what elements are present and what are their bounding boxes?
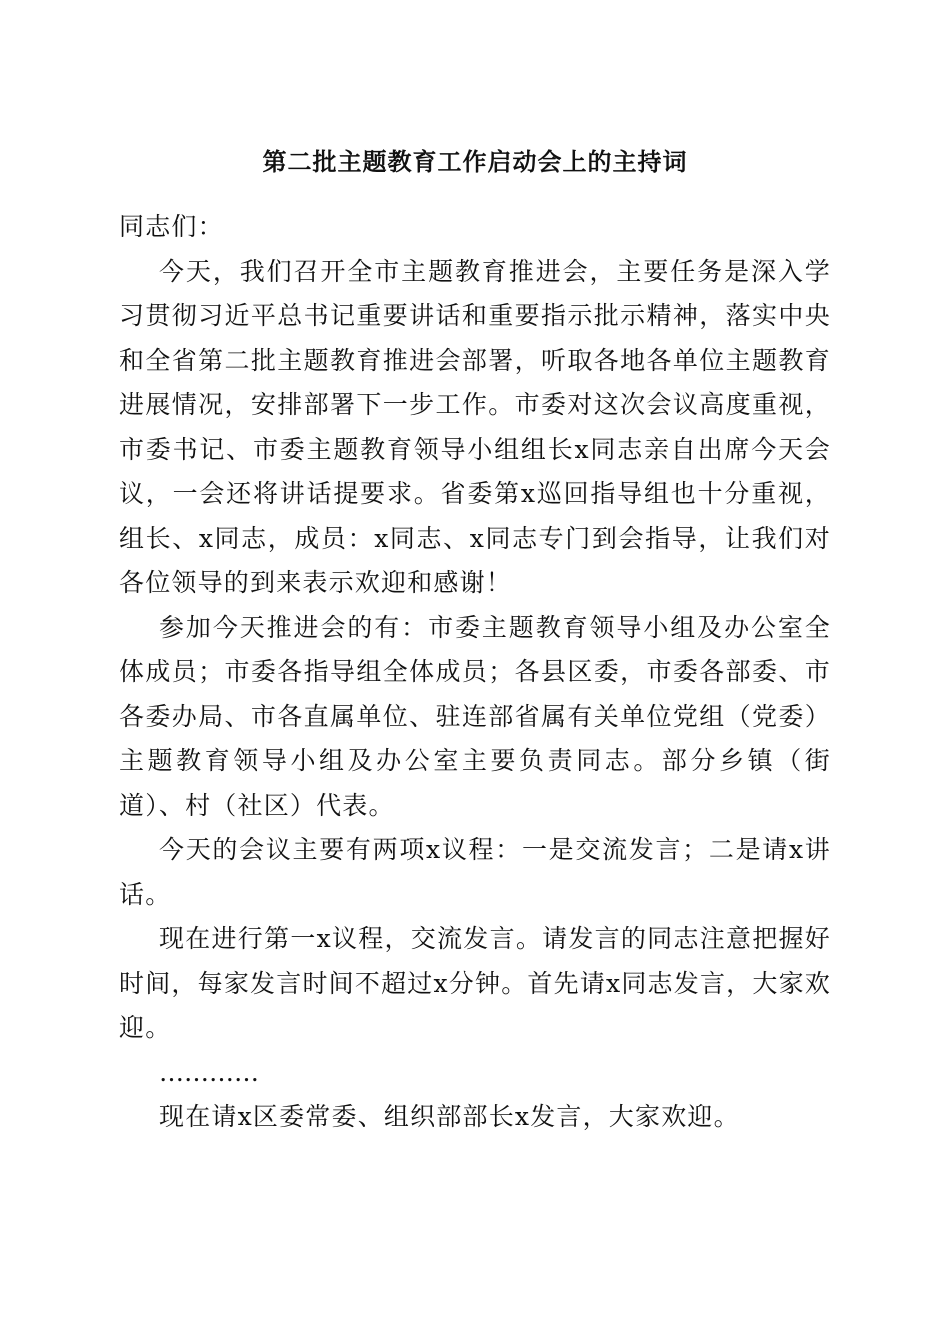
salutation: 同志们： — [119, 212, 224, 241]
paragraph-opening: 今天，我们召开全市主题教育推进会，主要任务是深入学习贯彻习近平总书记重要讲话和重要指示批示精神，落实中央和全省第二批主题教育推进会部署，听取各地各单位主题教育进展情况，安排部署下一步工作。市委对这次会议高度重视，市委书记、市委主题教育领导小组组长x同志亲自出席今天会议，一会还将讲话提要求。省委第x巡回指导组也十分重视，组长、x同志，成员：x同志、x同志专门到会指导，让我们对各位领导的到来表示欢迎和感谢！ — [119, 256, 831, 597]
paragraph-first-item: 现在进行第一x议程，交流发言。请发言的同志注意把握好时间，每家发言时间不超过x分钟。首先请x同志发言，大家欢迎。 — [119, 924, 831, 1042]
document-title: 第二批主题教育工作启动会上的主持词 — [262, 147, 688, 176]
paragraph-attendees: 参加今天推进会的有：市委主题教育领导小组及办公室全体成员；市委各指导组全体成员；各县区委，市委各部委、市各委办局、市各直属单位、驻连部省属有关单位党组（党委）主题教育领导小组及办公室主要负责同志。部分乡镇（街道）、村（社区）代表。 — [119, 612, 831, 820]
paragraph-closing: 现在请x区委常委、组织部部长x发言，大家欢迎。 — [159, 1102, 740, 1131]
document-body — [119, 205, 831, 1140]
ellipsis: ………… — [159, 1057, 259, 1087]
paragraph-agenda: 今天的会议主要有两项x议程：一是交流发言；二是请x讲话。 — [119, 835, 831, 909]
